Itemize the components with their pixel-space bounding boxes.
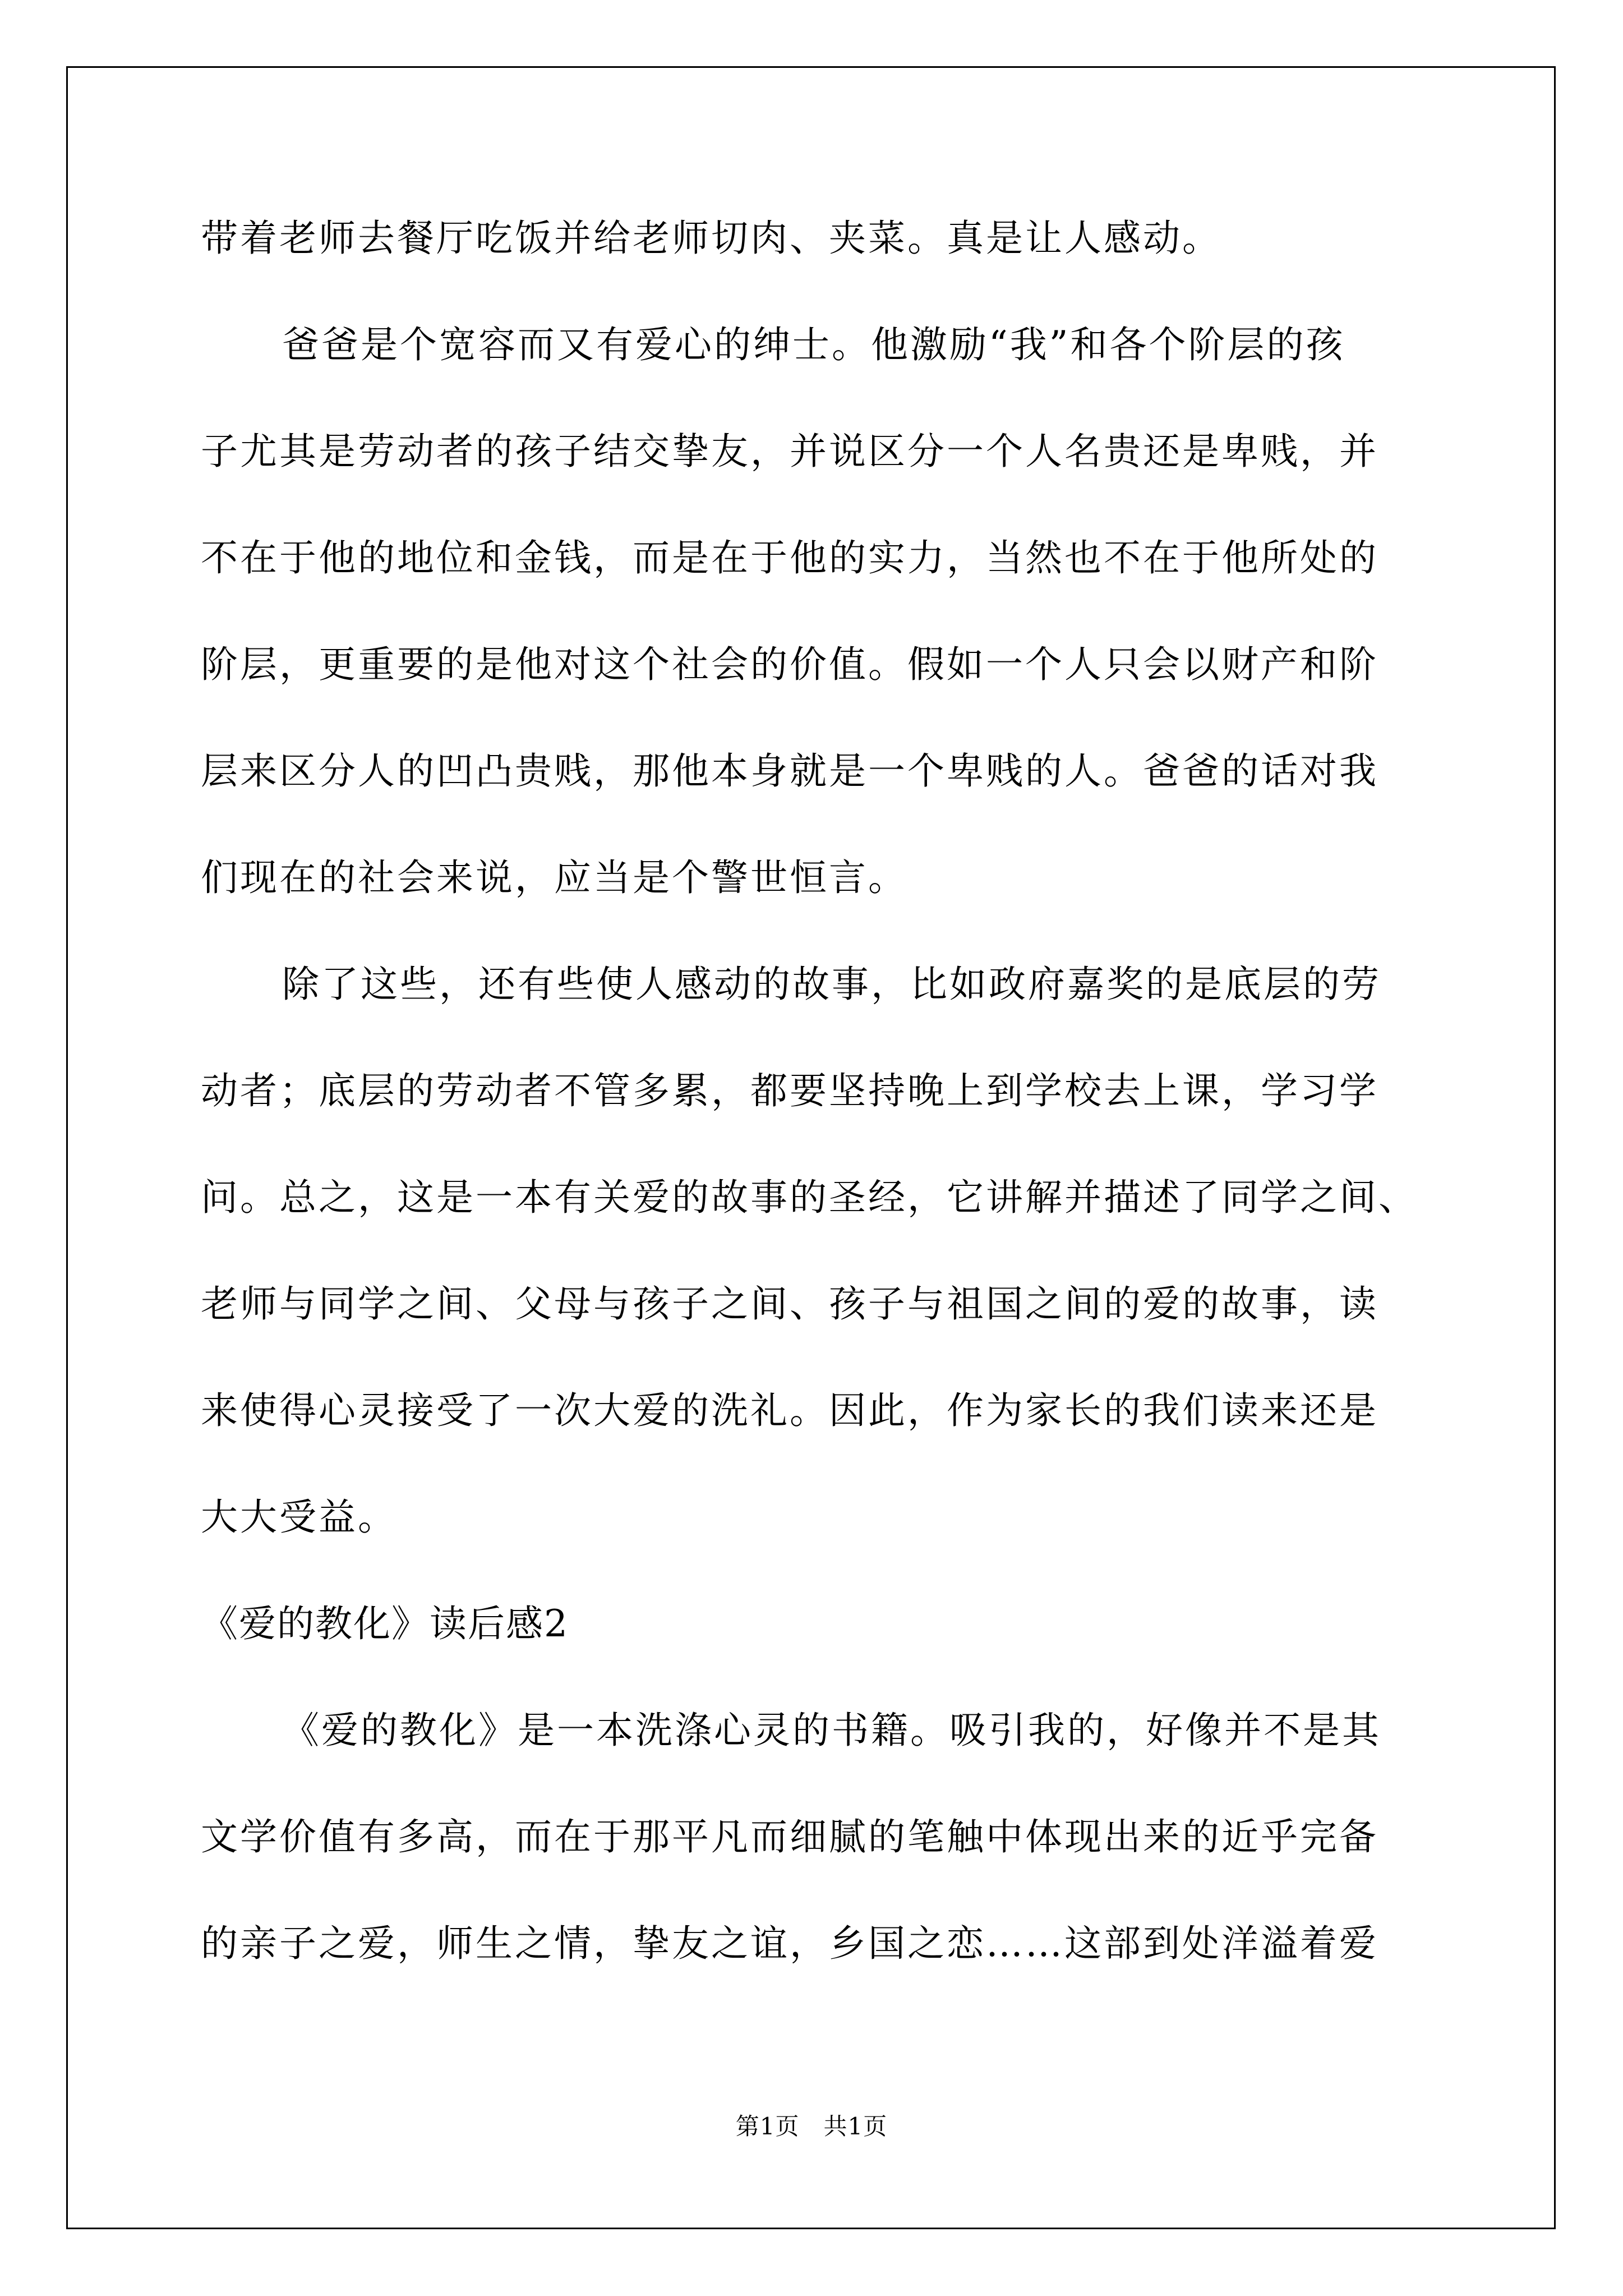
text-line: 大大受益。 <box>201 1496 397 1539</box>
text-line: 的亲子之爱，师生之情，挚友之谊，乡国之恋……这部到处洋溢着爱 <box>201 1922 1378 1965</box>
paragraph-start-line: 《爱的教化》是一本洗涤心灵的书籍。吸引我的，好像并不是其 <box>282 1709 1381 1752</box>
paragraph-start-line: 除了这些，还有些使人感动的故事，比如政府嘉奖的是底层的劳 <box>282 963 1381 1006</box>
document-body <box>201 209 1423 2021</box>
page-footer: 第1页 共1页 <box>735 2113 888 2140</box>
text-line: 动者；底层的劳动者不管多累，都要坚持晚上到学校去上课，学习学 <box>201 1069 1378 1112</box>
text-line: 文学价值有多高，而在于那平凡而细腻的笔触中体现出来的近乎完备 <box>201 1815 1378 1858</box>
text-line: 层来区分人的凹凸贵贱，那他本身就是一个卑贱的人。爸爸的话对我 <box>201 749 1378 793</box>
section-heading: 《爱的教化》读后感2 <box>201 1602 569 1645</box>
paragraph-start-line: 爸爸是个宽容而又有爱心的绅士。他激励“我”和各个阶层的孩 <box>282 323 1345 366</box>
text-line: 子尤其是劳动者的孩子结交挚友，并说区分一个人名贵还是卑贱，并 <box>201 430 1378 473</box>
text-line: 阶层，更重要的是他对这个社会的价值。假如一个人只会以财产和阶 <box>201 643 1378 686</box>
text-line: 不在于他的地位和金钱，而是在于他的实力，当然也不在于他所处的 <box>201 536 1378 579</box>
text-line: 来使得心灵接受了一次大爱的洗礼。因此，作为家长的我们读来还是 <box>201 1389 1378 1432</box>
text-line: 带着老师去餐厅吃饭并给老师切肉、夹菜。真是让人感动。 <box>201 217 1221 260</box>
text-line: 问。总之，这是一本有关爱的故事的圣经，它讲解并描述了同学之间、 <box>201 1176 1418 1219</box>
text-line: 们现在的社会来说，应当是个警世恒言。 <box>201 856 907 899</box>
text-line: 老师与同学之间、父母与孩子之间、孩子与祖国之间的爱的故事，读 <box>201 1282 1378 1326</box>
